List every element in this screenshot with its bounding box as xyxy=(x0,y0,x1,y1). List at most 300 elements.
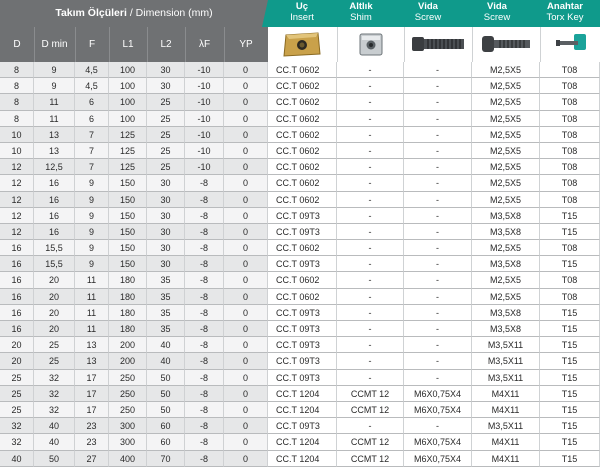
key-title: Anahtar xyxy=(547,1,583,12)
cell-f: 9 xyxy=(75,240,109,256)
cell-screw: M3,5X11 xyxy=(472,337,540,353)
cell-yp: 0 xyxy=(224,289,268,305)
cell-f: 11 xyxy=(75,305,109,321)
cell-insert: CC.T 09T3 xyxy=(268,418,337,434)
cell-l2: 60 xyxy=(147,434,185,450)
cell-yp: 0 xyxy=(224,256,268,272)
key-subtitle: Torx Key xyxy=(546,12,584,23)
cell-yp: 0 xyxy=(224,94,268,110)
cell-shim: - xyxy=(337,289,404,305)
cell-lambda-f: -10 xyxy=(185,94,224,110)
col-f: F xyxy=(75,27,110,62)
col-lambda-f: λF xyxy=(185,27,225,62)
col-yp: YP xyxy=(239,39,253,50)
cell-shim: - xyxy=(337,370,404,386)
table-row xyxy=(0,94,600,110)
cell-f: 7 xyxy=(75,143,109,159)
cell-shim: - xyxy=(337,175,404,191)
cell-f: 23 xyxy=(75,434,109,450)
cell-key: T15 xyxy=(540,321,600,337)
cell-d: 25 xyxy=(0,402,34,418)
cell-l2: 30 xyxy=(147,192,185,208)
cell-insert: CC.T 09T3 xyxy=(268,370,337,386)
cell-screw: M2,5X5 xyxy=(472,62,540,78)
cell-dmin: 9 xyxy=(34,78,75,94)
cell-key: T08 xyxy=(540,78,600,94)
cell-dmin: 25 xyxy=(34,353,75,369)
cell-l1: 200 xyxy=(109,337,147,353)
cell-d: 16 xyxy=(0,305,34,321)
cell-l2: 25 xyxy=(147,159,185,175)
shim-header xyxy=(327,1,395,23)
cell-clamp-screw: - xyxy=(404,289,472,305)
cell-lambda-f: -8 xyxy=(185,386,224,402)
cell-dmin: 16 xyxy=(34,208,75,224)
cell-l2: 30 xyxy=(147,62,185,78)
insert-title: Uç xyxy=(295,1,309,12)
clamp-screw-icon xyxy=(408,33,468,55)
cell-l2: 30 xyxy=(147,175,185,191)
table-row xyxy=(0,305,600,321)
cell-shim: - xyxy=(337,127,404,143)
cell-clamp-screw: - xyxy=(404,159,472,175)
cell-l2: 30 xyxy=(147,78,185,94)
cell-lambda-f: -10 xyxy=(185,159,224,175)
cell-insert: CC.T 0602 xyxy=(268,94,337,110)
cell-f: 17 xyxy=(75,386,109,402)
cell-screw: M3,5X8 xyxy=(472,224,540,240)
table-row xyxy=(0,337,600,353)
cell-shim: CCMT 12 xyxy=(337,451,404,467)
screw-header xyxy=(463,1,531,23)
cell-dmin: 11 xyxy=(34,94,75,110)
cell-key: T08 xyxy=(540,62,600,78)
shim-title: Altlık xyxy=(349,1,373,12)
cell-f: 9 xyxy=(75,256,109,272)
cell-lambda-f: -8 xyxy=(185,175,224,191)
cell-f: 11 xyxy=(75,289,109,305)
insert-header xyxy=(268,1,336,23)
cell-l2: 25 xyxy=(147,94,185,110)
cell-yp: 0 xyxy=(224,321,268,337)
cell-clamp-screw: - xyxy=(404,192,472,208)
cell-l2: 35 xyxy=(147,289,185,305)
cell-screw: M2,5X5 xyxy=(472,289,540,305)
cell-l1: 125 xyxy=(109,159,147,175)
cell-lambda-f: -8 xyxy=(185,434,224,450)
cell-l1: 125 xyxy=(109,143,147,159)
cell-insert: CC.T 0602 xyxy=(268,175,337,191)
cell-key: T15 xyxy=(540,256,600,272)
shim-image-cell xyxy=(337,27,405,62)
cell-l1: 180 xyxy=(109,305,147,321)
cell-shim: - xyxy=(337,62,404,78)
cell-screw: M3,5X8 xyxy=(472,208,540,224)
column-header-row xyxy=(0,27,268,62)
cell-shim: - xyxy=(337,111,404,127)
table-row xyxy=(0,289,600,305)
cell-yp: 0 xyxy=(224,78,268,94)
cell-f: 13 xyxy=(75,337,109,353)
cell-lambda-f: -10 xyxy=(185,143,224,159)
spec-table xyxy=(0,62,600,467)
cell-insert: CC.T 1204 xyxy=(268,451,337,467)
screw-icon xyxy=(476,33,536,55)
table-row xyxy=(0,143,600,159)
cell-l1: 250 xyxy=(109,402,147,418)
cell-shim: CCMT 12 xyxy=(337,386,404,402)
cell-yp: 0 xyxy=(224,272,268,288)
cell-lambda-f: -8 xyxy=(185,305,224,321)
table-row xyxy=(0,353,600,369)
cell-dmin: 11 xyxy=(34,111,75,127)
cell-lambda-f: -10 xyxy=(185,111,224,127)
shim-icon xyxy=(357,31,385,58)
cell-lambda-f: -8 xyxy=(185,240,224,256)
table-row xyxy=(0,111,600,127)
torx-key-icon xyxy=(554,31,594,58)
cell-shim: - xyxy=(337,256,404,272)
table-row xyxy=(0,434,600,450)
cell-d: 20 xyxy=(0,353,34,369)
cell-f: 6 xyxy=(75,111,109,127)
cell-shim: - xyxy=(337,78,404,94)
cell-screw: M4X11 xyxy=(472,402,540,418)
cell-l1: 180 xyxy=(109,289,147,305)
cell-screw: M2,5X5 xyxy=(472,192,540,208)
cell-shim: - xyxy=(337,272,404,288)
cell-d: 25 xyxy=(0,370,34,386)
cell-key: T15 xyxy=(540,208,600,224)
cell-yp: 0 xyxy=(224,353,268,369)
cell-dmin: 32 xyxy=(34,370,75,386)
cell-l1: 300 xyxy=(109,434,147,450)
cell-l1: 300 xyxy=(109,418,147,434)
cell-key: T08 xyxy=(540,111,600,127)
cell-d: 12 xyxy=(0,192,34,208)
cell-l1: 200 xyxy=(109,353,147,369)
table-row xyxy=(0,224,600,240)
cell-screw: M3,5X11 xyxy=(472,353,540,369)
cell-l2: 25 xyxy=(147,127,185,143)
cell-f: 13 xyxy=(75,353,109,369)
cell-f: 7 xyxy=(75,159,109,175)
cell-screw: M3,5X8 xyxy=(472,305,540,321)
cell-insert: CC.T 0602 xyxy=(268,289,337,305)
cell-l2: 35 xyxy=(147,321,185,337)
table-row xyxy=(0,386,600,402)
cell-dmin: 20 xyxy=(34,321,75,337)
cell-l1: 150 xyxy=(109,208,147,224)
cell-insert: CC.T 09T3 xyxy=(268,321,337,337)
cell-dmin: 20 xyxy=(34,289,75,305)
cell-clamp-screw: - xyxy=(404,224,472,240)
table-row xyxy=(0,451,600,467)
cell-dmin: 32 xyxy=(34,402,75,418)
cell-insert: CC.T 0602 xyxy=(268,111,337,127)
cell-screw: M4X11 xyxy=(472,434,540,450)
cell-insert: CC.T 0602 xyxy=(268,143,337,159)
col-l2: L2 xyxy=(147,27,186,62)
cell-yp: 0 xyxy=(224,418,268,434)
cell-screw: M2,5X5 xyxy=(472,175,540,191)
cell-d: 10 xyxy=(0,127,34,143)
cell-yp: 0 xyxy=(224,143,268,159)
cell-yp: 0 xyxy=(224,337,268,353)
cell-d: 25 xyxy=(0,386,34,402)
cell-dmin: 12,5 xyxy=(34,159,75,175)
cell-f: 17 xyxy=(75,402,109,418)
cell-insert: CC.T 09T3 xyxy=(268,208,337,224)
cell-f: 23 xyxy=(75,418,109,434)
cell-lambda-f: -10 xyxy=(185,127,224,143)
cell-dmin: 13 xyxy=(34,143,75,159)
cell-yp: 0 xyxy=(224,192,268,208)
cell-clamp-screw: - xyxy=(404,321,472,337)
cell-f: 11 xyxy=(75,272,109,288)
cell-dmin: 15,5 xyxy=(34,240,75,256)
cell-screw: M4X11 xyxy=(472,386,540,402)
cell-insert: CC.T 1204 xyxy=(268,434,337,450)
cell-insert: CC.T 1204 xyxy=(268,386,337,402)
cell-clamp-screw: M6X0,75X4 xyxy=(404,402,472,418)
cell-clamp-screw: M6X0,75X4 xyxy=(404,434,472,450)
cell-lambda-f: -8 xyxy=(185,402,224,418)
cell-l2: 25 xyxy=(147,143,185,159)
cell-shim: - xyxy=(337,337,404,353)
cell-l1: 100 xyxy=(109,94,147,110)
cell-yp: 0 xyxy=(224,159,268,175)
cell-clamp-screw: - xyxy=(404,78,472,94)
cell-yp: 0 xyxy=(224,386,268,402)
cell-lambda-f: -8 xyxy=(185,451,224,467)
cell-d: 8 xyxy=(0,78,34,94)
cell-lambda-f: -8 xyxy=(185,337,224,353)
key-image-cell xyxy=(540,27,600,62)
col-l1: L1 xyxy=(109,27,148,62)
col-dmin: D min xyxy=(34,27,76,62)
cell-key: T15 xyxy=(540,224,600,240)
shim-subtitle: Shim xyxy=(350,12,372,23)
cell-l2: 40 xyxy=(147,337,185,353)
screw-title: Vida xyxy=(487,1,507,12)
cell-shim: - xyxy=(337,305,404,321)
cell-dmin: 40 xyxy=(34,434,75,450)
cell-d: 16 xyxy=(0,289,34,305)
cell-f: 11 xyxy=(75,321,109,337)
cell-l1: 180 xyxy=(109,272,147,288)
insert-subtitle: Insert xyxy=(290,12,314,23)
table-row xyxy=(0,321,600,337)
cell-screw: M2,5X5 xyxy=(472,143,540,159)
cell-f: 9 xyxy=(75,192,109,208)
cell-f: 4,5 xyxy=(75,62,109,78)
cell-clamp-screw: - xyxy=(404,337,472,353)
cell-clamp-screw: - xyxy=(404,418,472,434)
cell-clamp-screw: - xyxy=(404,62,472,78)
cell-lambda-f: -8 xyxy=(185,370,224,386)
cell-key: T08 xyxy=(540,175,600,191)
cell-yp: 0 xyxy=(224,175,268,191)
cell-d: 16 xyxy=(0,321,34,337)
cell-shim: - xyxy=(337,224,404,240)
cell-lambda-f: -8 xyxy=(185,272,224,288)
cell-yp: 0 xyxy=(224,451,268,467)
cell-insert: CC.T 0602 xyxy=(268,192,337,208)
cell-dmin: 16 xyxy=(34,224,75,240)
cell-dmin: 15,5 xyxy=(34,256,75,272)
cell-l1: 150 xyxy=(109,175,147,191)
cell-key: T08 xyxy=(540,272,600,288)
cell-clamp-screw: - xyxy=(404,94,472,110)
cell-l2: 35 xyxy=(147,305,185,321)
cell-insert: CC.T 09T3 xyxy=(268,305,337,321)
screw-image-cell xyxy=(472,27,541,62)
key-header xyxy=(531,1,599,23)
cell-screw: M2,5X5 xyxy=(472,111,540,127)
cell-yp: 0 xyxy=(224,127,268,143)
cell-shim: - xyxy=(337,192,404,208)
cell-insert: CC.T 1204 xyxy=(268,402,337,418)
dimension-title-rest: / Dimension (mm) xyxy=(126,7,213,19)
cell-key: T15 xyxy=(540,402,600,418)
cell-l2: 30 xyxy=(147,240,185,256)
cell-key: T08 xyxy=(540,94,600,110)
cell-clamp-screw: - xyxy=(404,240,472,256)
cell-d: 8 xyxy=(0,62,34,78)
cell-dmin: 20 xyxy=(34,272,75,288)
table-row xyxy=(0,127,600,143)
cell-key: T08 xyxy=(540,240,600,256)
cell-dmin: 25 xyxy=(34,337,75,353)
cell-l1: 250 xyxy=(109,386,147,402)
cell-key: T08 xyxy=(540,143,600,159)
cell-l1: 400 xyxy=(109,451,147,467)
cell-lambda-f: -8 xyxy=(185,321,224,337)
cell-screw: M3,5X8 xyxy=(472,256,540,272)
cell-key: T08 xyxy=(540,159,600,175)
cell-screw: M3,5X8 xyxy=(472,321,540,337)
cell-shim: - xyxy=(337,353,404,369)
clamp-screw-title: Vida xyxy=(418,1,438,12)
table-row xyxy=(0,62,600,78)
cell-dmin: 13 xyxy=(34,127,75,143)
cell-insert: CC.T 09T3 xyxy=(268,224,337,240)
cell-l2: 50 xyxy=(147,370,185,386)
cell-clamp-screw: - xyxy=(404,175,472,191)
cell-l1: 100 xyxy=(109,62,147,78)
cell-lambda-f: -8 xyxy=(185,418,224,434)
table-row xyxy=(0,402,600,418)
cell-dmin: 9 xyxy=(34,62,75,78)
cell-shim: - xyxy=(337,240,404,256)
cell-d: 32 xyxy=(0,434,34,450)
cell-clamp-screw: - xyxy=(404,370,472,386)
cell-screw: M4X11 xyxy=(472,451,540,467)
cell-f: 17 xyxy=(75,370,109,386)
cell-l2: 50 xyxy=(147,402,185,418)
cell-d: 10 xyxy=(0,143,34,159)
cell-yp: 0 xyxy=(224,402,268,418)
table-row xyxy=(0,159,600,175)
cell-screw: M2,5X5 xyxy=(472,159,540,175)
cell-shim: - xyxy=(337,143,404,159)
cell-insert: CC.T 09T3 xyxy=(268,337,337,353)
cell-l2: 35 xyxy=(147,272,185,288)
cell-lambda-f: -10 xyxy=(185,78,224,94)
cell-yp: 0 xyxy=(224,111,268,127)
table-row xyxy=(0,192,600,208)
cell-l1: 180 xyxy=(109,321,147,337)
insert-image-cell xyxy=(268,27,338,62)
cell-l1: 125 xyxy=(109,127,147,143)
cell-insert: CC.T 0602 xyxy=(268,272,337,288)
cell-dmin: 20 xyxy=(34,305,75,321)
cell-screw: M3,5X11 xyxy=(472,370,540,386)
cell-l1: 150 xyxy=(109,256,147,272)
cell-insert: CC.T 0602 xyxy=(268,127,337,143)
cell-screw: M2,5X5 xyxy=(472,94,540,110)
cell-l2: 60 xyxy=(147,418,185,434)
cell-key: T15 xyxy=(540,370,600,386)
cell-insert: CC.T 0602 xyxy=(268,62,337,78)
cell-yp: 0 xyxy=(224,62,268,78)
cell-shim: - xyxy=(337,159,404,175)
cell-key: T08 xyxy=(540,127,600,143)
cell-clamp-screw: - xyxy=(404,143,472,159)
cell-f: 9 xyxy=(75,175,109,191)
cell-lambda-f: -8 xyxy=(185,192,224,208)
cell-insert: CC.T 09T3 xyxy=(268,353,337,369)
cell-d: 8 xyxy=(0,94,34,110)
cell-dmin: 16 xyxy=(34,175,75,191)
cell-f: 27 xyxy=(75,451,109,467)
cell-dmin: 40 xyxy=(34,418,75,434)
cell-key: T15 xyxy=(540,337,600,353)
cell-lambda-f: -8 xyxy=(185,208,224,224)
cell-l1: 150 xyxy=(109,224,147,240)
cell-clamp-screw: - xyxy=(404,127,472,143)
cell-d: 16 xyxy=(0,272,34,288)
screw-subtitle: Screw xyxy=(483,12,511,23)
cell-key: T08 xyxy=(540,289,600,305)
cell-l1: 150 xyxy=(109,240,147,256)
cell-screw: M2,5X5 xyxy=(472,127,540,143)
cell-key: T15 xyxy=(540,353,600,369)
cell-clamp-screw: - xyxy=(404,305,472,321)
cell-yp: 0 xyxy=(224,370,268,386)
table-row xyxy=(0,272,600,288)
cell-d: 8 xyxy=(0,111,34,127)
clamp-screw-image-cell xyxy=(404,27,473,62)
table-row xyxy=(0,240,600,256)
cell-yp: 0 xyxy=(224,224,268,240)
cell-clamp-screw: - xyxy=(404,111,472,127)
cell-shim: - xyxy=(337,208,404,224)
insert-icon xyxy=(280,31,324,58)
cell-clamp-screw: - xyxy=(404,208,472,224)
cell-d: 12 xyxy=(0,208,34,224)
cell-l2: 30 xyxy=(147,256,185,272)
cell-lambda-f: -10 xyxy=(185,62,224,78)
cell-f: 4,5 xyxy=(75,78,109,94)
cell-key: T15 xyxy=(540,434,600,450)
cell-l2: 25 xyxy=(147,111,185,127)
dimension-header xyxy=(0,0,268,27)
cell-f: 7 xyxy=(75,127,109,143)
cell-d: 12 xyxy=(0,224,34,240)
table-row xyxy=(0,175,600,191)
